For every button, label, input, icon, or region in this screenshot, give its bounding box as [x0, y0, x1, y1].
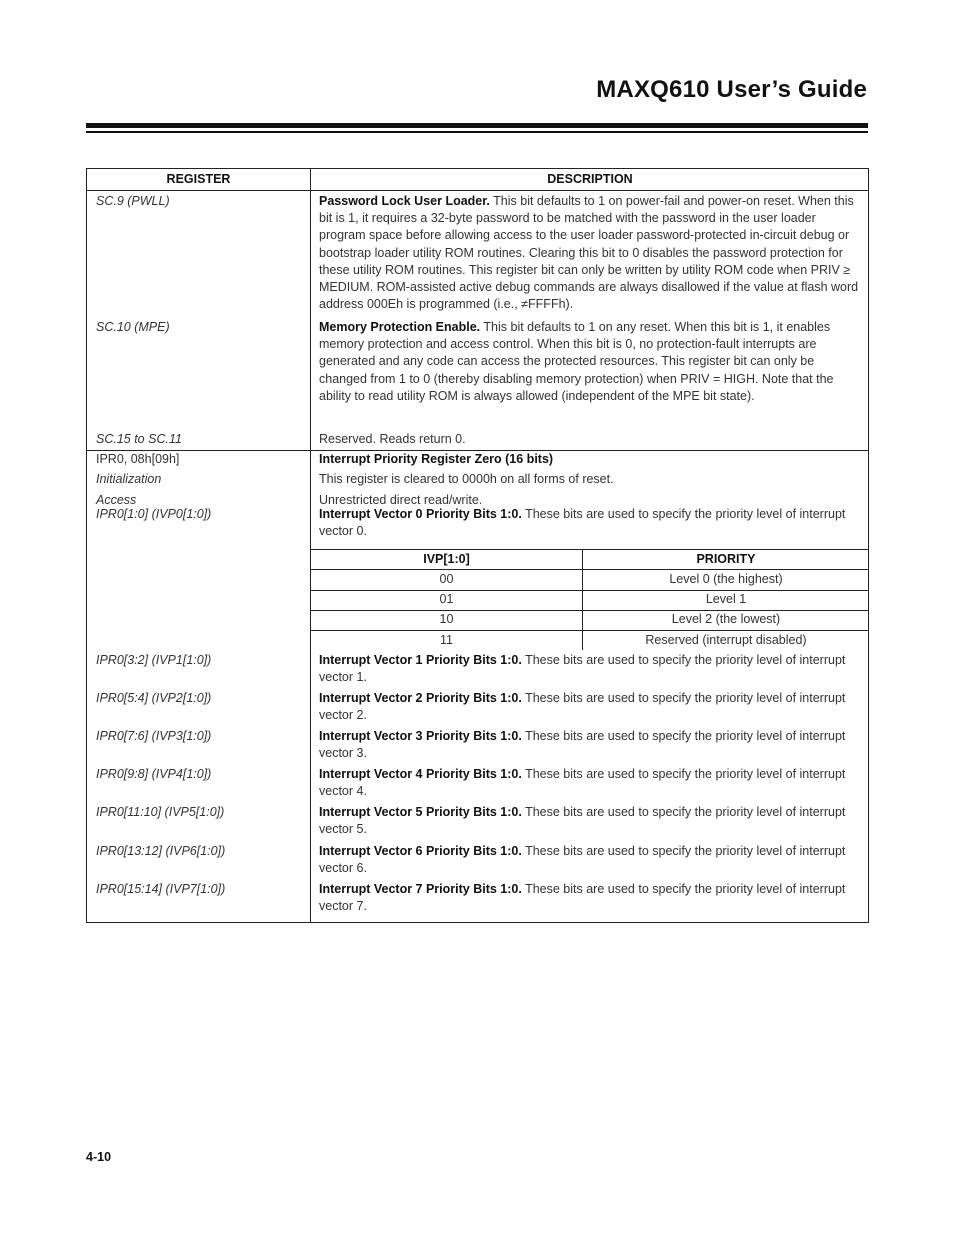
description-heading: Interrupt Vector 4 Priority Bits 1:0.: [319, 767, 522, 781]
register-description: [319, 766, 849, 800]
ivp-value: 00: [439, 572, 454, 586]
header-rule-thick: [86, 123, 868, 128]
description-heading: Interrupt Vector 5 Priority Bits 1:0.: [319, 805, 522, 819]
register-name: IPR0[15:14] (IVP7[1:0]): [96, 882, 226, 896]
description-text: These bits are used to specify the priority level of interrupt vector 2.: [319, 691, 846, 723]
register-name: SC.15 to SC.11: [96, 432, 182, 446]
priority-table-row-divider: [311, 610, 869, 611]
register-name: IPR0[9:8] (IVP4[1:0]): [96, 767, 212, 781]
register-name: IPR0[1:0] (IVP0[1:0]): [96, 507, 212, 521]
register-name: IPR0[11:10] (IVP5[1:0]): [96, 805, 225, 819]
register-name: IPR0, 08h[09h]: [96, 452, 180, 466]
register-name: IPR0[5:4] (IVP2[1:0]): [96, 691, 212, 705]
register-name: IPR0[13:12] (IVP6[1:0]): [96, 844, 226, 858]
description-text: These bits are used to specify the priority level of interrupt vector 7.: [319, 882, 846, 914]
ivp-value: 11: [440, 633, 453, 647]
header-rule-thin: [86, 131, 868, 133]
priority-table-row-divider: [311, 630, 869, 631]
register-description: [319, 690, 849, 724]
register-description: [319, 319, 864, 405]
priority-table-row-divider: [311, 569, 869, 570]
register-name: IPR0[7:6] (IVP3[1:0]): [96, 729, 212, 743]
description-heading: Memory Protection Enable.: [319, 320, 481, 334]
priority-value: Level 0 (the highest): [669, 572, 783, 586]
column-header-description: DESCRIPTION: [547, 172, 633, 186]
description-text: These bits are used to specify the priority level of interrupt vector 3.: [319, 729, 846, 761]
priority-table-header-ivp: IVP[1:0]: [423, 552, 470, 566]
description-text: These bits are used to specify the priority level of interrupt vector 5.: [319, 805, 846, 837]
priority-table-header-priority: PRIORITY: [696, 552, 756, 566]
description-text: These bits are used to specify the priority level of interrupt vector 1.: [319, 653, 846, 685]
register-description: [319, 728, 849, 762]
header-divider: [87, 190, 868, 191]
description-heading: Password Lock User Loader.: [319, 194, 490, 208]
description-text: This bit defaults to 1 on power-fail and power-on reset. When this bit is 1, it requires a 32-byte password to be matched with the password in the user loader program space before allowing access to the user loader password-protected in-circuit debug or bootstrap loader utility ROM routines. Clearing this bit to 0 disables the password protection for these utility ROM routines. This register bit can only be written by utility ROM code when PRIV ≥ MEDIUM. ROM-assisted active debug commands are always disallowed if the value at flash word address 000Eh is programmed (i.e., ≠FFFFh).: [319, 194, 859, 312]
priority-table-row-divider: [311, 590, 869, 591]
priority-value: Level 2 (the lowest): [671, 612, 781, 626]
description-text: These bits are used to specify the priority level of interrupt vector 6.: [319, 844, 846, 876]
access-label: Access: [96, 493, 137, 507]
description-heading: Interrupt Vector 2 Priority Bits 1:0.: [319, 691, 522, 705]
initialization-label: Initialization: [96, 472, 162, 486]
register-description: [319, 804, 849, 838]
description-text: Reserved. Reads return 0.: [319, 432, 466, 446]
register-table: [86, 168, 869, 923]
description-text: These bits are used to specify the priority level of interrupt vector 4.: [319, 767, 846, 799]
register-description: [319, 506, 849, 540]
description-text: These bits are used to specify the priority level of interrupt vector 0.: [319, 507, 846, 539]
register-name: SC.10 (MPE): [96, 320, 170, 334]
description-heading: Interrupt Vector 0 Priority Bits 1:0.: [319, 507, 522, 521]
description-heading: Interrupt Vector 1 Priority Bits 1:0.: [319, 653, 522, 667]
register-description: [319, 652, 849, 686]
register-description: [319, 843, 849, 877]
priority-value: Reserved (interrupt disabled): [645, 633, 807, 647]
register-description: [319, 881, 849, 915]
page-title: MAXQ610 User’s Guide: [596, 76, 867, 103]
description-heading: Interrupt Vector 7 Priority Bits 1:0.: [319, 882, 522, 896]
register-description: [319, 193, 864, 313]
initialization-text: This register is cleared to 0000h on all forms of reset.: [319, 472, 614, 486]
register-name: IPR0[3:2] (IVP1[1:0]): [96, 653, 212, 667]
priority-table: [311, 549, 869, 650]
description-text: This bit defaults to 1 on any reset. When this bit is 1, it enables memory protection and access control. When this bit is 0, no protection-fault interrupts are generated and any code can access the protected resources. This register bit can only be changed from 1 to 0 (thereby disabling memory protection) when PRIV = HIGH. Note that the ability to read utility ROM is always allowed (independent of the MPE bit state).: [319, 320, 834, 403]
priority-value: Level 1: [705, 592, 747, 606]
ivp-value: 01: [439, 592, 454, 606]
column-divider: [310, 169, 311, 922]
description-heading: Interrupt Vector 3 Priority Bits 1:0.: [319, 729, 522, 743]
access-text: Unrestricted direct read/write.: [319, 493, 483, 507]
register-description: [319, 431, 864, 448]
description-heading: Interrupt Vector 6 Priority Bits 1:0.: [319, 844, 522, 858]
column-header-register: REGISTER: [166, 172, 231, 186]
register-title: Interrupt Priority Register Zero (16 bits): [319, 452, 554, 466]
register-name: SC.9 (PWLL): [96, 194, 170, 208]
page-number: 4-10: [86, 1150, 112, 1164]
ivp-value: 10: [439, 612, 454, 626]
